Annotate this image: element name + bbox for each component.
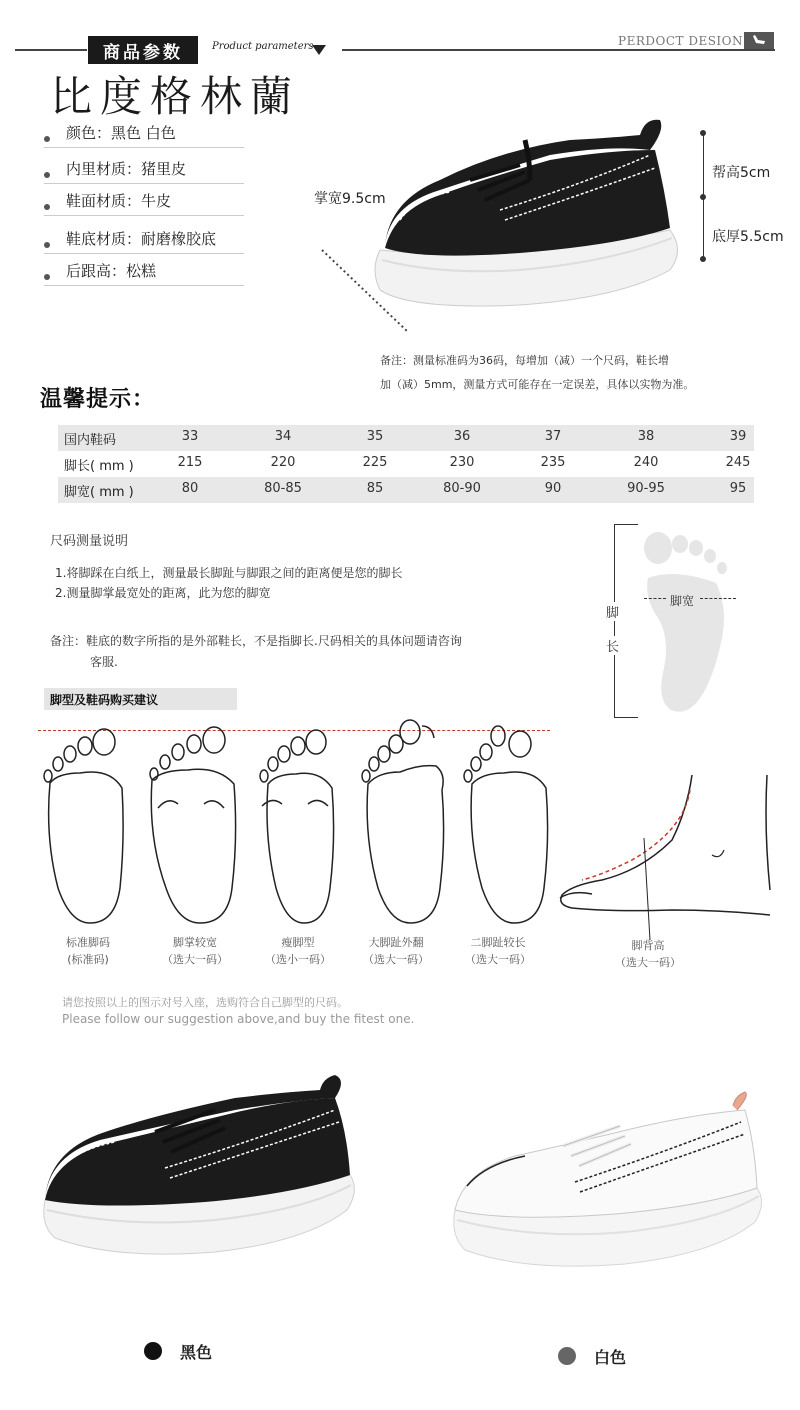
suggestion-title: 脚型及鞋码购买建议 xyxy=(50,693,159,707)
measure-step-1: 1.将脚踩在白纸上，测量最长脚趾与脚跟之间的距离便是您的脚长 xyxy=(55,566,403,580)
color-dot-white xyxy=(558,1347,576,1365)
table-cell: 235 xyxy=(540,455,566,470)
upper-height-dot-bottom xyxy=(700,256,706,262)
spec-row xyxy=(44,260,244,286)
foot-name: 脚掌较宽 xyxy=(173,936,217,949)
table-cell: 38 xyxy=(637,429,655,444)
row-label: 脚宽( mm ) xyxy=(64,485,134,500)
foot-label-high-instep xyxy=(598,937,698,971)
foot-label-standard xyxy=(38,934,138,968)
measure-guide-title: 尺码测量说明 xyxy=(50,534,129,549)
bullet-icon xyxy=(44,274,50,280)
shoe-photo-black-side xyxy=(320,110,720,350)
table-cell: 37 xyxy=(544,429,562,444)
color-label-white: 白色 xyxy=(594,1348,627,1367)
foot-wide-icon xyxy=(150,727,236,923)
row-label: 脚长( mm ) xyxy=(64,459,134,474)
table-cell: 85 xyxy=(366,481,384,496)
foot-label-thin xyxy=(248,934,348,968)
foot-label-bunion xyxy=(346,934,446,968)
header-line-right xyxy=(342,49,775,51)
table-cell: 90 xyxy=(544,481,562,496)
foot-advice: （选大一码） xyxy=(615,956,681,969)
shoe-photo-white xyxy=(445,1090,785,1290)
spec-text: 颜色：黑色 白色 xyxy=(66,124,176,142)
upper-height-dot-top xyxy=(700,130,706,136)
upper-height-label: 帮高5cm xyxy=(712,165,771,181)
note-line-2: 加（减）5mm，测量方式可能存在一定误差，具体以实物为准。 xyxy=(380,378,695,391)
spec-text: 后跟高：松糕 xyxy=(66,262,157,280)
color-label-black: 黑色 xyxy=(180,1343,213,1362)
table-cell: 35 xyxy=(366,429,384,444)
sole-thickness-label: 底厚5.5cm xyxy=(712,229,784,245)
row-label: 国内鞋码 xyxy=(64,433,117,448)
follow-text-en: Please follow our suggestion above,and buy the fitest one. xyxy=(62,1012,415,1026)
spec-text: 鞋底材质：耐磨橡胶底 xyxy=(66,230,217,248)
table-cell: 33 xyxy=(181,429,199,444)
table-cell: 240 xyxy=(633,455,659,470)
spec-text: 内里材质：猪里皮 xyxy=(66,160,187,178)
foot-label-wide xyxy=(145,934,245,968)
table-cell: 215 xyxy=(177,455,203,470)
foot-name: 二脚趾较长 xyxy=(470,936,526,949)
foot-advice: (标准码) xyxy=(67,953,109,966)
spec-row xyxy=(44,228,244,254)
follow-text-cn: 请您按照以上的图示对号入座，选购符合自己脚型的尺码。 xyxy=(62,996,348,1009)
bullet-icon xyxy=(44,242,50,248)
foot-advice: （选大一码） xyxy=(465,953,531,966)
foot-label-long-second-toe xyxy=(448,934,548,968)
spec-row xyxy=(44,190,244,216)
header-line-left xyxy=(15,49,87,51)
foot-name: 脚背高 xyxy=(631,939,665,952)
header-right-text: PERDOCT DESION xyxy=(618,34,744,48)
palm-width-label: 掌宽9.5cm xyxy=(314,191,386,207)
spec-row xyxy=(44,158,244,184)
table-cell: 34 xyxy=(274,429,292,444)
foot-long-second-toe-icon xyxy=(464,726,548,923)
note-line-1: 备注：测量标准码为36码，每增加（减）一个尺码，鞋长增 xyxy=(380,354,669,367)
table-cell: 225 xyxy=(362,455,388,470)
upper-height-dot-mid xyxy=(700,194,706,200)
table-cell: 95 xyxy=(729,481,747,496)
table-cell: 36 xyxy=(453,429,471,444)
measure-note-2: 客服. xyxy=(90,655,118,669)
header-subtitle: Product parameters xyxy=(212,41,314,52)
table-cell: 230 xyxy=(449,455,475,470)
brand-title: 比度格林蘭 xyxy=(50,72,301,121)
foot-print-icon xyxy=(636,528,736,718)
table-cell: 39 xyxy=(729,429,747,444)
foot-width-label: 脚宽 xyxy=(670,594,695,608)
foot-length-bracket xyxy=(614,524,638,718)
table-cell: 80-90 xyxy=(443,481,481,496)
table-cell: 80 xyxy=(181,481,199,496)
foot-thin-icon xyxy=(260,730,334,923)
foot-outlines xyxy=(30,718,550,938)
size-table xyxy=(58,425,754,503)
foot-high-instep-icon xyxy=(552,770,772,940)
measure-step-2: 2.测量脚掌最宽处的距离，此为您的脚宽 xyxy=(55,586,271,600)
header-triangle-icon xyxy=(312,45,326,55)
table-cell: 80-85 xyxy=(264,481,302,496)
table-cell: 245 xyxy=(725,455,751,470)
measure-note-1: 备注：鞋底的数字所指的是外部鞋长，不是指脚长.尺码相关的具体问题请咨询 xyxy=(50,634,462,648)
foot-name: 瘦脚型 xyxy=(281,936,315,949)
foot-width-dash-right xyxy=(700,598,736,599)
header-tag: 商品参数 xyxy=(88,36,198,64)
foot-standard-icon xyxy=(44,729,123,923)
table-cell: 90-95 xyxy=(627,481,665,496)
bullet-icon xyxy=(44,204,50,210)
foot-bunion-icon xyxy=(362,720,444,923)
table-row xyxy=(58,451,754,477)
header-shoe-icon xyxy=(744,32,774,49)
table-row xyxy=(58,425,754,451)
spec-text: 鞋面材质：牛皮 xyxy=(66,192,172,210)
foot-advice: （选大一码） xyxy=(363,953,429,966)
foot-length-label-1: 脚 xyxy=(606,602,619,621)
table-row xyxy=(58,477,754,503)
foot-advice: （选小一码） xyxy=(265,953,331,966)
bullet-icon xyxy=(44,172,50,178)
foot-width-dash-left xyxy=(644,598,666,599)
foot-name: 标准脚码 xyxy=(66,936,110,949)
foot-name: 大脚趾外翻 xyxy=(368,936,424,949)
foot-advice: （选大一码） xyxy=(162,953,228,966)
bullet-icon xyxy=(44,136,50,142)
table-cell: 220 xyxy=(270,455,296,470)
foot-length-label-2: 长 xyxy=(606,636,619,655)
color-dot-black xyxy=(144,1342,162,1360)
tips-title: 温馨提示： xyxy=(40,387,156,412)
shoe-photo-black xyxy=(35,1070,375,1270)
spec-row xyxy=(44,122,244,148)
